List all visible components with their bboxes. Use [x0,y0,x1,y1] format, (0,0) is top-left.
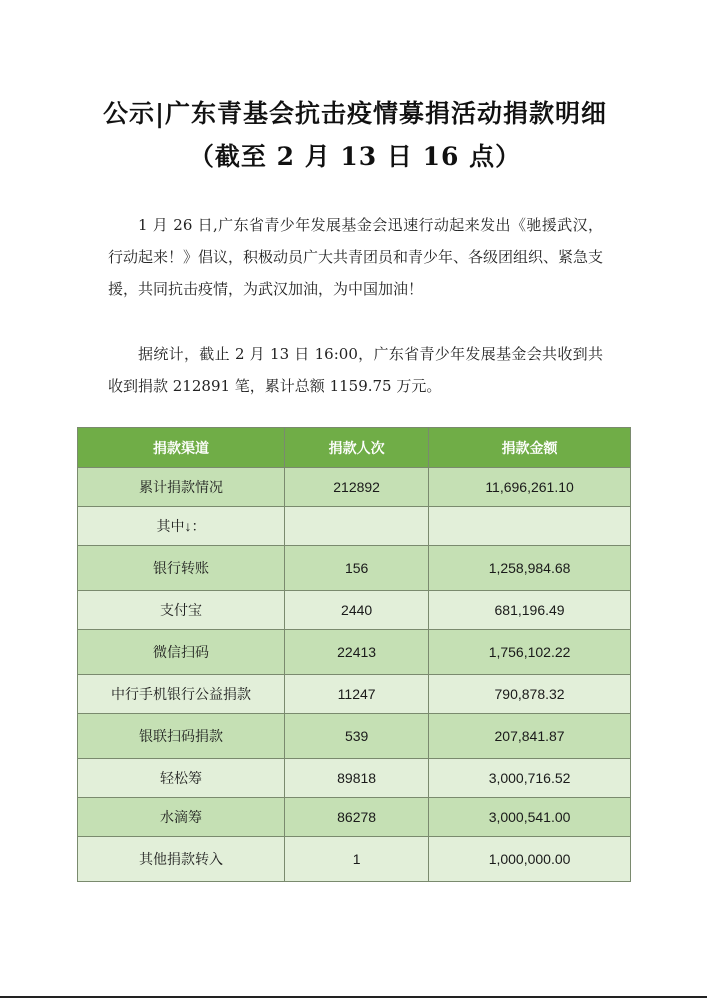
cell-amount: 790,878.32 [429,675,631,714]
table-row [78,675,631,714]
intro-paragraph: 1 月 26 日,广东省青少年发展基金会迅速行动起来发出《驰援武汉，行动起来！》倡议，积极动员广大共青团员和青少年、各级团组织、紧急支援，共同抗击疫情，为武汉加油，为中国加油！ [108,216,604,298]
cell-count: 2440 [285,591,429,630]
cell-count: 11247 [285,675,429,714]
cell-amount: 1,258,984.68 [429,546,631,591]
page-title: 公示|广东青基会抗击疫情募捐活动捐款明细（截至 2 月 13 日 16 点） [102,99,608,171]
cell-channel: 银联扫码捐款 [78,714,285,759]
cell-amount [429,507,631,546]
table-row [78,507,631,546]
table-row [78,759,631,798]
cell-channel: 中行手机银行公益捐款 [78,675,285,714]
table-row [78,468,631,507]
cell-count: 539 [285,714,429,759]
cell-amount: 11,696,261.10 [429,468,631,507]
header-amount: 捐款金额 [429,428,631,468]
cell-channel: 其中↓： [78,507,285,546]
bottom-divider [0,996,707,998]
cell-channel: 其他捐款转入 [78,837,285,882]
table-row [78,630,631,675]
table-row [78,546,631,591]
table-row [78,837,631,882]
cell-channel: 水滴筹 [78,798,285,837]
cell-channel: 银行转账 [78,546,285,591]
cell-channel: 轻松筹 [78,759,285,798]
cell-amount: 3,000,541.00 [429,798,631,837]
cell-channel: 支付宝 [78,591,285,630]
table-header-row [78,428,631,468]
cell-channel: 累计捐款情况 [78,468,285,507]
table-row [78,798,631,837]
cell-channel: 微信扫码 [78,630,285,675]
cell-amount: 681,196.49 [429,591,631,630]
donation-table [77,427,631,882]
cell-count: 1 [285,837,429,882]
statistics-paragraph: 据统计，截止 2 月 13 日 16:00，广东省青少年发展基金会共收到共收到捐款 212891 笔，累计总额 1159.75 万元。 [108,345,603,395]
cell-count: 89818 [285,759,429,798]
cell-count: 156 [285,546,429,591]
cell-count: 212892 [285,468,429,507]
cell-count: 86278 [285,798,429,837]
cell-amount: 1,000,000.00 [429,837,631,882]
table-row [78,591,631,630]
cell-amount: 207,841.87 [429,714,631,759]
cell-amount: 3,000,716.52 [429,759,631,798]
cell-count [285,507,429,546]
cell-amount: 1,756,102.22 [429,630,631,675]
header-channel: 捐款渠道 [78,428,285,468]
table-row [78,714,631,759]
cell-count: 22413 [285,630,429,675]
header-count: 捐款人次 [285,428,429,468]
